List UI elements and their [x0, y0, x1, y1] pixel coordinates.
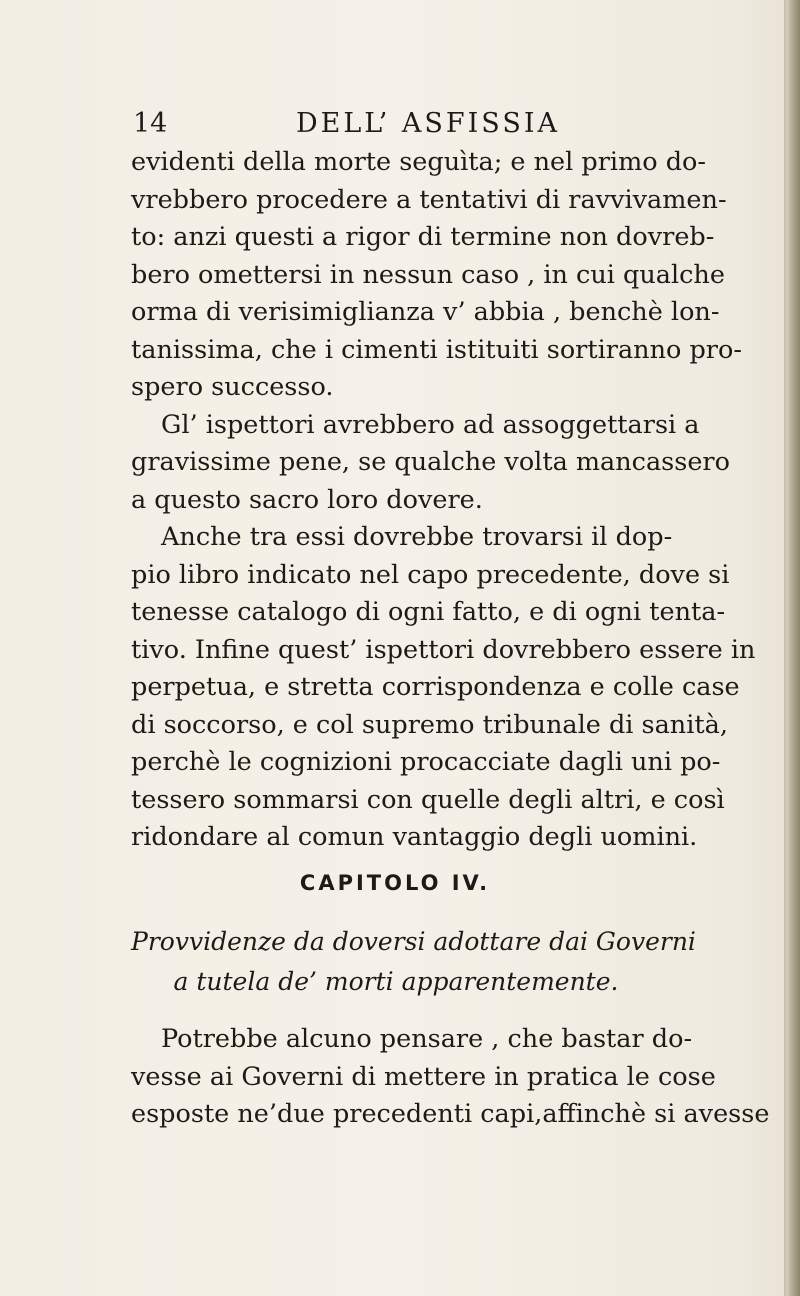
chapter-title [131, 922, 696, 1002]
chapter-title-line: a tutela de’ morti apparentemente. [173, 967, 619, 996]
body-text [131, 144, 756, 857]
page-number: 14 [133, 108, 168, 139]
text-line: to: anzi questi a rigor di termine non dovreb- [131, 222, 715, 252]
text-line: orma di verisimiglianza v’ abbia , benchè lon- [131, 297, 720, 327]
running-head: DELL’ ASFISSIA [296, 108, 560, 139]
text-line: a questo sacro loro dovere. [131, 484, 483, 515]
paragraph-start: Anche tra essi dovrebbe trovarsi il dop- [161, 522, 673, 552]
text-line: perchè le cognizioni procacciate dagli uni po- [131, 747, 721, 777]
body-text-continued [131, 1021, 770, 1134]
text-line: esposte ne’due precedenti capi,affinchè si avesse [131, 1099, 770, 1129]
text-line: vesse ai Governi di mettere in pratica le cose [131, 1061, 716, 1092]
chapter-number: CAPITOLO IV. [299, 871, 491, 895]
chapter-title-line: Provvidenze da doversi adottare dai Governi [131, 927, 696, 956]
text-line: bero omettersi in nessun caso , in cui qualche [131, 259, 725, 290]
paragraph-start: Gl’ ispettori avrebbero ad assoggettarsi a [161, 409, 700, 440]
text-line: gravissime pene, se qualche volta mancassero [131, 447, 730, 477]
chapter-heading [0, 871, 800, 895]
text-line: tanissima, che i cimenti istituiti sortiranno pro- [131, 334, 742, 365]
text-line: spero successo. [131, 372, 334, 402]
text-line: evidenti della morte seguìta; e nel primo do- [131, 147, 706, 177]
text-line: tenesse catalogo di ogni fatto, e di ogni tenta- [131, 597, 726, 627]
text-line: tivo. Infine quest’ ispettori dovrebbero essere in [131, 634, 756, 665]
page-edge [786, 0, 800, 1296]
paragraph-start: Potrebbe alcuno pensare , che bastar do- [161, 1024, 693, 1054]
text-line: pio libro indicato nel capo precedente, dove si [131, 559, 730, 590]
text-line: perpetua, e stretta corrispondenza e colle case [131, 672, 740, 702]
text-line: tessero sommarsi con quelle degli altri, e così [131, 784, 725, 815]
page-header [133, 108, 653, 148]
text-line: ridondare al comun vantaggio degli uomini. [131, 822, 698, 852]
text-line: di soccorso, e col supremo tribunale di sanità, [131, 709, 728, 740]
text-line: vrebbero procedere a tentativi di ravvivamen- [131, 184, 727, 215]
